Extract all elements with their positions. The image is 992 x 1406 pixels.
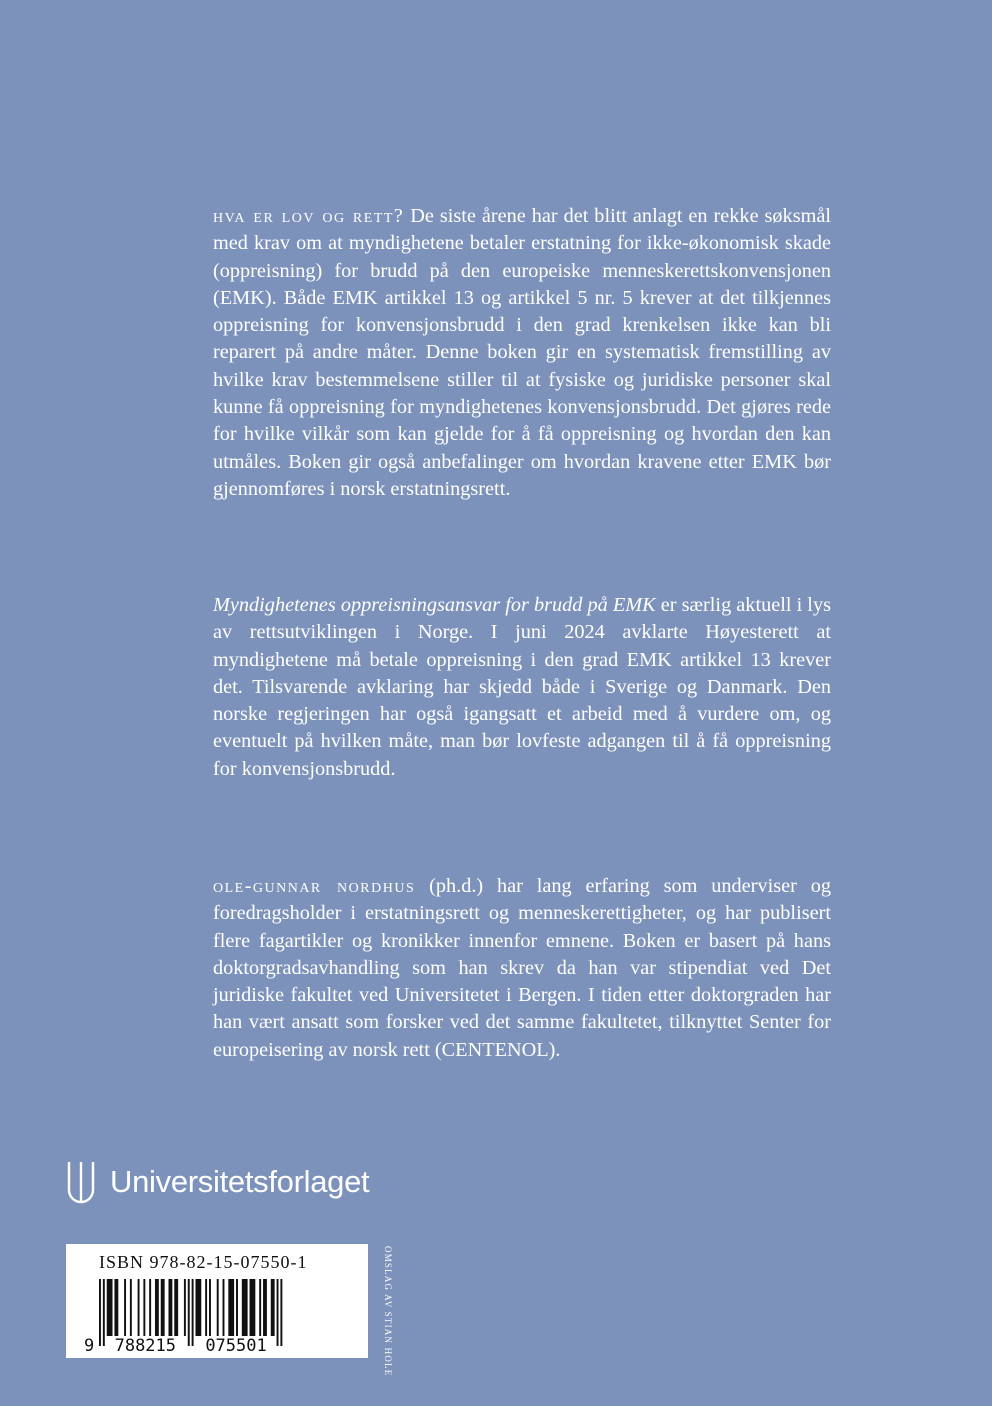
barcode-bar	[236, 1279, 238, 1336]
author-bio	[213, 873, 831, 1064]
publisher-imprint	[66, 1160, 369, 1204]
barcode-bar	[174, 1279, 178, 1336]
author-bio-text: (ph.d.) har lang erfaring som underviser og foredragsholder i erstatningsrett og menneskerettigheter, og har publisert flere fagartikler og kronikker innenfor emnene. Boken er basert på hans doktorgradsavhandling som han skrev da han var stipendiat ved Det juridiske fakultet ved Universitetet i Bergen. I tiden etter doktorgraden har han vært ansatt som forsker ved det samme fakultetet, tilknyttet Senter for europeisering av norsk rett (CENTENOL).	[213, 875, 831, 1061]
universitetsforlaget-u-logo-icon	[66, 1160, 96, 1204]
barcode-bar	[124, 1279, 126, 1336]
barcode-bar	[99, 1279, 101, 1346]
barcode-bar	[209, 1279, 211, 1336]
barcode-bar	[280, 1279, 282, 1346]
barcode-bar	[130, 1279, 132, 1336]
barcode-bar	[138, 1279, 140, 1336]
author-name: ole-gunnar nordhus	[213, 875, 416, 897]
barcode-bar	[114, 1279, 118, 1336]
blurb-lead-in: hva er lov og rett?	[213, 205, 405, 227]
barcode-bar	[149, 1279, 151, 1336]
barcode-bar	[168, 1279, 172, 1336]
barcode-bar	[242, 1279, 248, 1336]
barcode-digits: 9	[84, 1336, 95, 1356]
barcode-bar	[205, 1279, 207, 1336]
publisher-name: Universitetsforlaget	[110, 1164, 370, 1199]
barcode-graphic	[66, 1244, 368, 1358]
barcode-bar	[184, 1279, 186, 1336]
blurb-text-2: er særlig aktuell i lys av rettsutviklingen i Norge. I juni 2024 avklarte Høyesterett at myndighetene må betale oppreisning i den grad EMK artikkel 13 krever det. Tilsvarende avklaring har skjedd både i Sverige og Danmark. Den norske regjeringen har også igangsatt et arbeid med å vurdere om, og eventuelt på hvilken måte, man bør lovfeste adgangen til å få oppreisning for konvensjonsbrudd.	[213, 594, 831, 780]
barcode-bar	[143, 1279, 145, 1336]
blurb-paragraph	[213, 203, 831, 503]
barcode-bar	[271, 1279, 275, 1336]
barcode-bar	[192, 1279, 194, 1346]
blurb-text: De siste årene har det blitt anlagt en rekke søksmål med krav om at myndighetene betaler erstatning for ikke-økonomisk skade (oppreisning) for brudd på den europeiske menneskerettskonvensjonen (EMK). Både EMK artikkel 13 og artikkel 5 nr. 5 krever at det tilkjennes oppreisning for konvensjonsbrudd i den grad krenkelsen ikke kan bli reparert på andre måter. Denne boken gir en systematisk fremstilling av hvilke krav bestemmelsene stiller til at fysiske og juridiske personer skal kunne få oppreisning for myndighetenes konvensjonsbrudd. Det gjøres rede for hvilke vilkår som kan gjelde for å få oppreisning og hvordan den kan utmåles. Boken gir også anbefalinger om hvordan kravene etter EMK bør gjennomføres i norsk erstatningsrett.	[213, 205, 831, 500]
barcode-bar	[223, 1279, 225, 1336]
blurb-paragraph-2	[213, 592, 831, 783]
barcode-bar	[250, 1279, 256, 1336]
isbn-barcode	[66, 1244, 368, 1358]
barcode-digits: 075501	[205, 1336, 267, 1356]
barcode-bar	[196, 1279, 202, 1336]
barcode-bar	[103, 1279, 105, 1346]
barcode-bar	[107, 1279, 113, 1336]
book-title: Myndighetenes oppreisningsansvar for brudd på EMK	[213, 594, 656, 616]
cover-credit: OMSLAG AV STIAN HOLE	[383, 1246, 393, 1377]
barcode-bar	[155, 1279, 159, 1336]
barcode-bar	[228, 1279, 234, 1336]
isbn-label: ISBN 978-82-15-07550-1	[99, 1252, 308, 1272]
barcode-bar	[161, 1279, 165, 1336]
barcode-bar	[259, 1279, 261, 1336]
barcode-bar	[263, 1279, 267, 1336]
barcode-bar	[188, 1279, 190, 1346]
barcode-bar	[217, 1279, 219, 1336]
barcode-bar	[277, 1279, 279, 1346]
barcode-digits: 788215	[114, 1336, 177, 1356]
